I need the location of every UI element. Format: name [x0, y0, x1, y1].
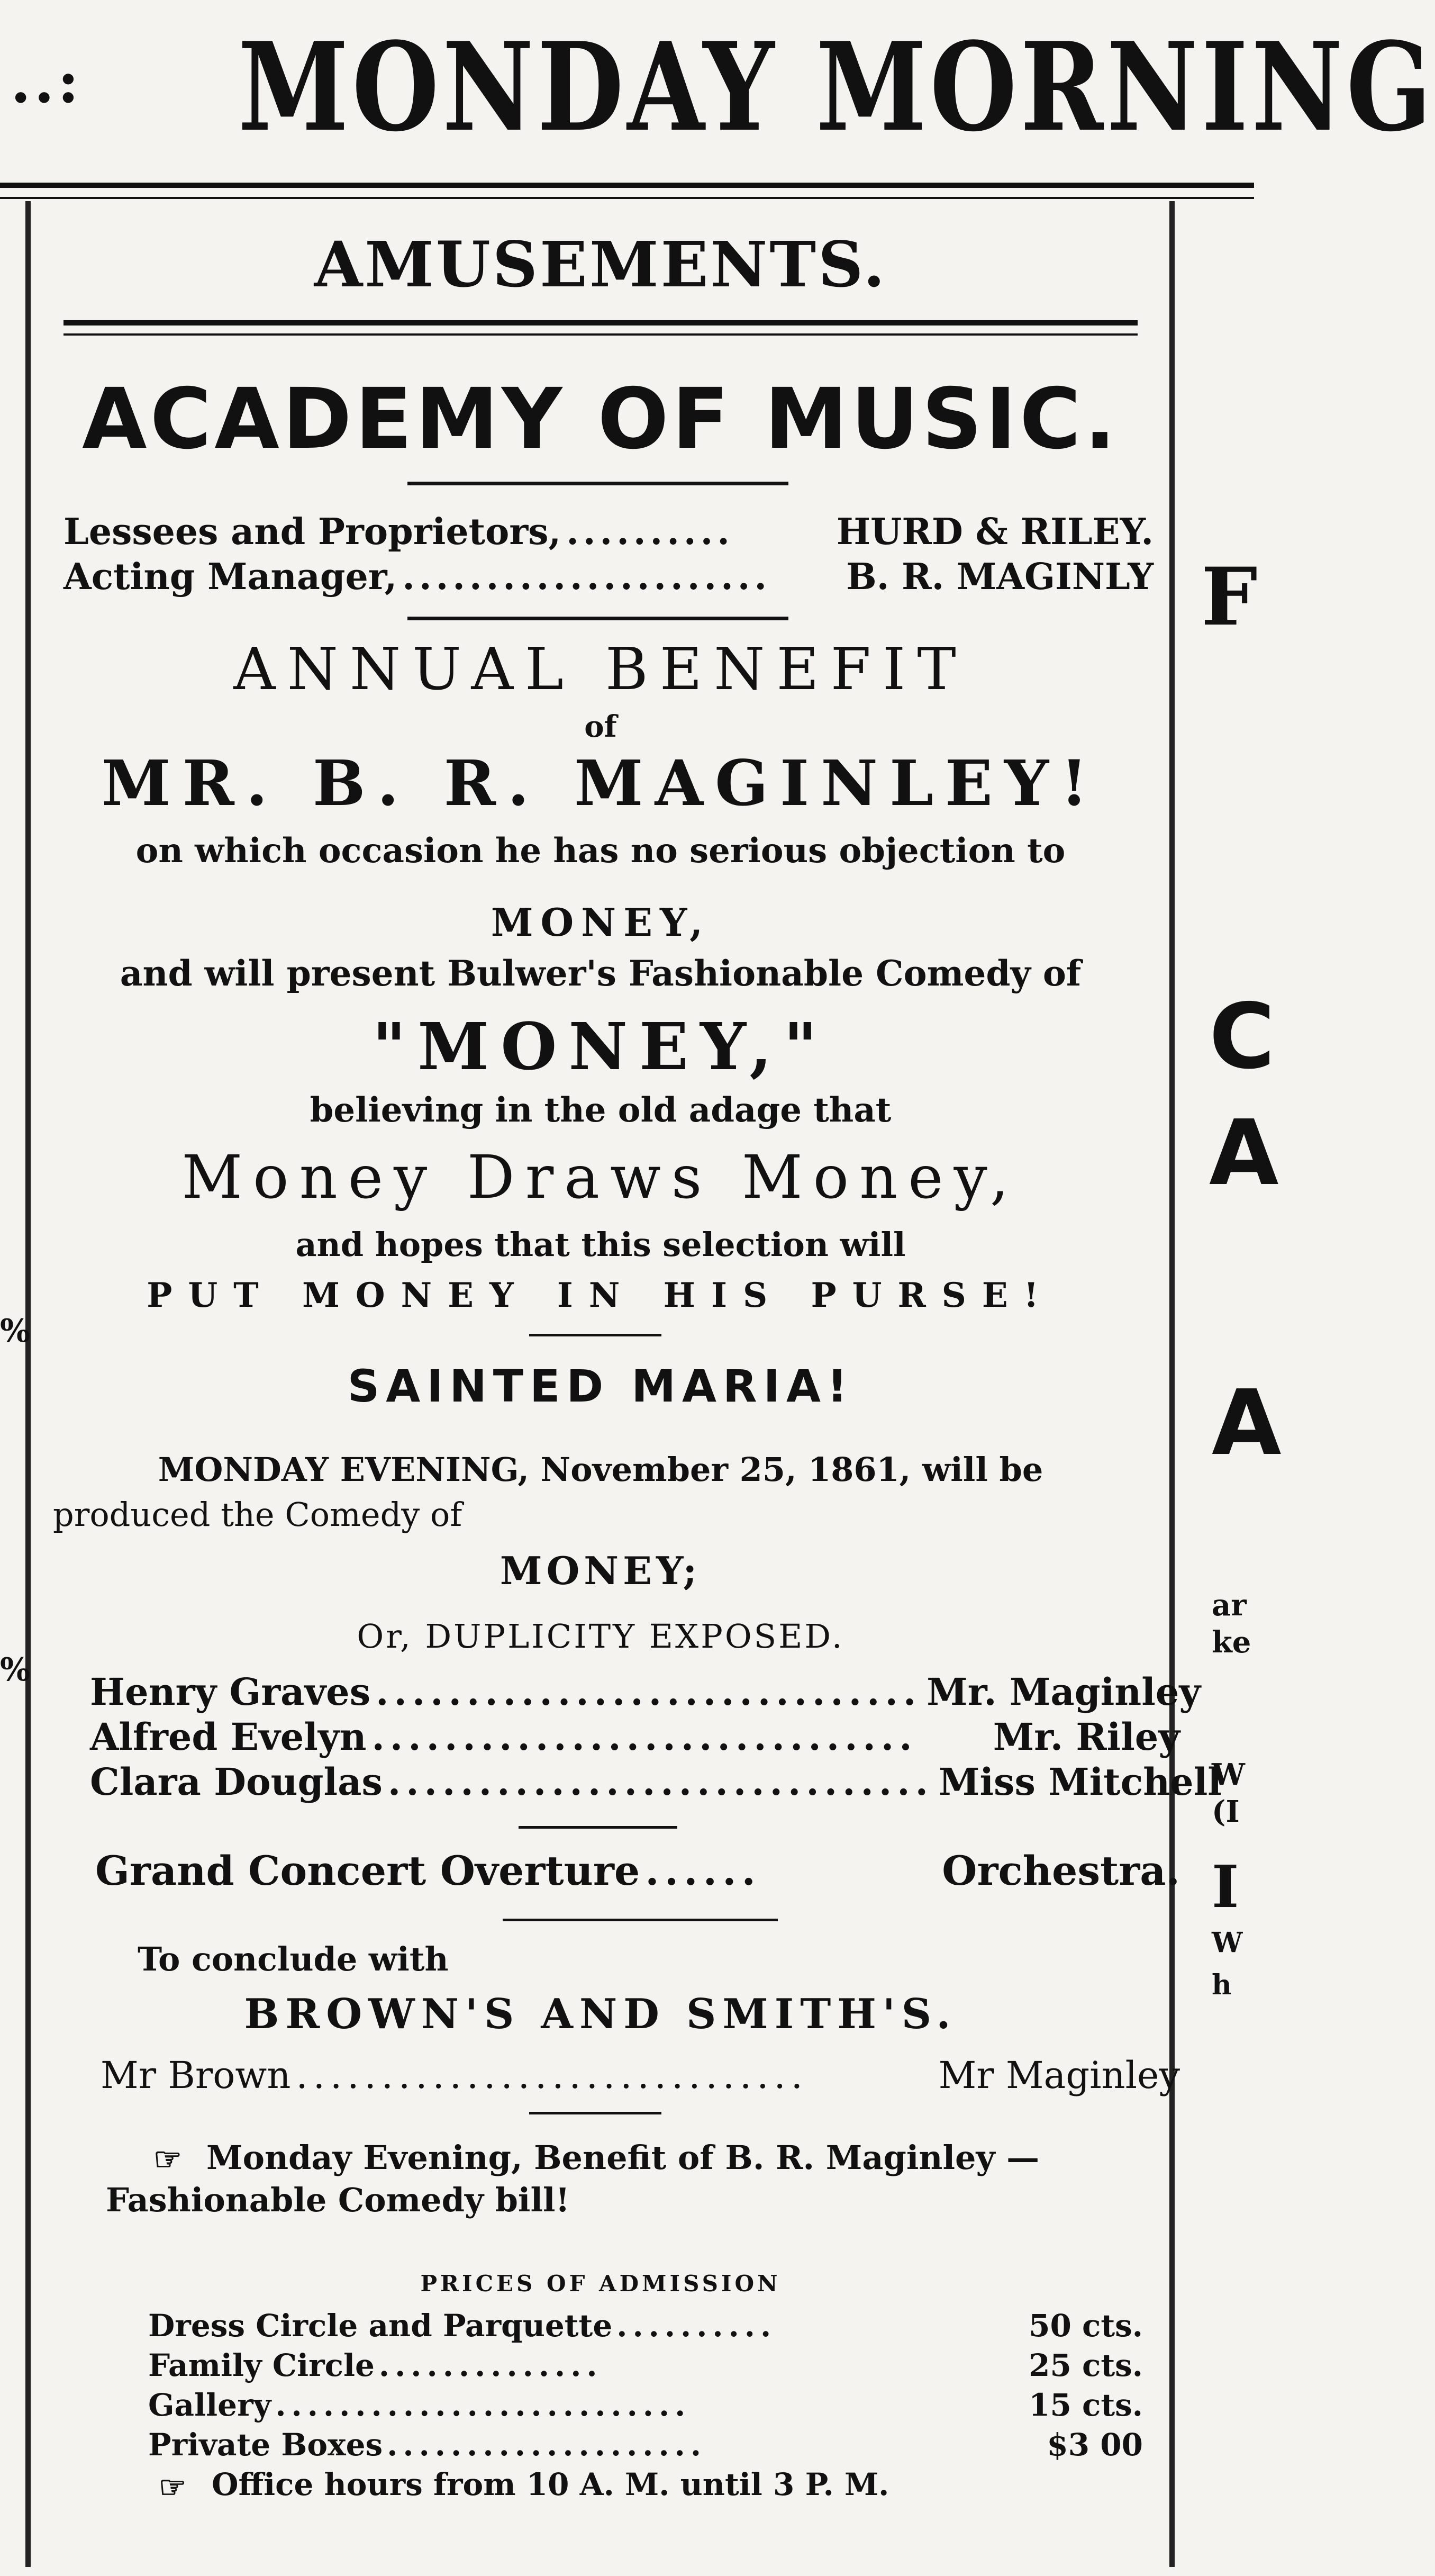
beneficiary-name: MR. B. R. MAGINLEY!	[102, 746, 1100, 820]
cast-row	[90, 1760, 1222, 1804]
leader-dots: ..............	[378, 2347, 603, 2383]
notice-hand-icon: ☞	[153, 2141, 182, 2178]
divider	[407, 482, 788, 485]
cast-row	[90, 1715, 1180, 1759]
leader-dots: ....................	[387, 2427, 707, 2463]
staff-role: Acting Manager,	[63, 556, 397, 598]
cast-actor: Mr Maginley	[938, 2054, 1180, 2097]
notice-line: Fashionable Comedy bill!	[106, 2181, 570, 2219]
right-edge-glyph: W	[1212, 1757, 1245, 1792]
right-edge-glyph: (I	[1212, 1794, 1240, 1829]
price-row	[148, 2427, 1143, 2463]
price-seat: Family Circle	[148, 2347, 375, 2383]
price-value: $3 00	[1047, 2427, 1143, 2463]
leader-dots: ..........	[566, 511, 734, 553]
money-caps: MONEY,	[491, 900, 711, 945]
staff-name: HURD & RILEY.	[836, 511, 1154, 553]
cast-actor: Miss Mitchell	[938, 1760, 1222, 1804]
section-title: AMUSEMENTS.	[314, 228, 887, 301]
price-value: 15 cts.	[1029, 2387, 1143, 2423]
right-edge-glyph: I	[1212, 1852, 1239, 1921]
conclude-line: To conclude with	[138, 1940, 449, 1978]
leader-dots: ..............................	[296, 2054, 808, 2097]
overture-label: Grand Concert Overture	[95, 1847, 640, 1894]
column-rule-left	[25, 201, 31, 2567]
column-rule-right	[1169, 201, 1175, 2567]
annual-benefit: ANNUAL BENEFIT	[233, 635, 968, 703]
leader-dots: ..........	[616, 2308, 777, 2344]
of-text: of	[584, 709, 617, 744]
cast-actor: Mr. Maginley	[927, 1670, 1201, 1714]
prices-title: PRICES OF ADMISSION	[420, 2271, 781, 2297]
office-hours: Office hours from 10 A. M. until 3 P. M.	[212, 2466, 889, 2502]
price-row	[148, 2308, 1143, 2344]
price-value: 25 cts.	[1029, 2347, 1143, 2383]
staff-name: B. R. MAGINLY	[846, 556, 1154, 598]
right-edge-glyph: ke	[1212, 1625, 1251, 1660]
office-hand-icon: ☞	[159, 2469, 186, 2505]
masthead-rule-thin	[0, 197, 1254, 199]
divider	[503, 1919, 778, 1921]
price-value: 50 cts.	[1029, 2308, 1143, 2344]
left-edge-glyph: %	[0, 1651, 31, 1688]
occasion-line: on which occasion he has no serious objection to	[135, 831, 1066, 871]
right-edge-glyph: A	[1209, 1101, 1279, 1206]
cast-row	[90, 1670, 1201, 1714]
leader-dots: ......................	[402, 556, 771, 598]
price-row	[148, 2387, 1143, 2423]
price-seat: Dress Circle and Parquette	[148, 2308, 613, 2344]
cast-character: Mr Brown	[101, 2054, 291, 2097]
money-quoted: "MONEY,"	[372, 1008, 829, 1084]
masthead-rule	[0, 183, 1254, 188]
masthead-title: MONDAY MORNING	[238, 16, 1435, 159]
right-edge-glyph: F	[1201, 550, 1258, 644]
cast-actor: Mr. Riley	[993, 1715, 1180, 1759]
evening-line-2: produced the Comedy of	[53, 1495, 462, 1534]
right-edge-glyph: ar	[1212, 1588, 1247, 1623]
present-line: and will present Bulwer's Fashionable Comedy of	[120, 953, 1082, 994]
hopes-line: and hopes that this selection will	[295, 1225, 906, 1264]
right-edge-glyph: W	[1212, 1927, 1243, 1959]
overture-row	[95, 1847, 1180, 1894]
right-edge-glyph: A	[1212, 1371, 1282, 1476]
section-rule	[63, 320, 1138, 326]
notice-line: Monday Evening, Benefit of B. R. Maginley —	[206, 2138, 1040, 2177]
masthead-fragment: ..:	[11, 48, 83, 116]
venue-title: ACADEMY OF MUSIC.	[82, 370, 1119, 468]
cast-character: Alfred Evelyn	[90, 1715, 367, 1759]
divider	[529, 2112, 661, 2114]
masthead	[0, 0, 1435, 180]
overture-performer: Orchestra.	[942, 1847, 1180, 1894]
cast-character: Henry Graves	[90, 1670, 371, 1714]
staff-row	[63, 511, 1154, 553]
leader-dots: ..............................	[371, 1715, 918, 1759]
money-draws-money: Money Draws Money,	[181, 1143, 1020, 1212]
leader-dots: ......	[645, 1847, 761, 1894]
staff-role: Lessees and Proprietors,	[63, 511, 561, 553]
staff-row	[63, 556, 1154, 598]
section-rule-thin	[63, 333, 1138, 336]
evening-line: MONDAY EVENING, November 25, 1861, will be	[158, 1450, 1043, 1489]
leader-dots: ..............................	[376, 1670, 922, 1714]
play-title: MONEY;	[499, 1548, 702, 1593]
purse-line: PUT MONEY IN HIS PURSE!	[147, 1276, 1055, 1315]
cast-character: Clara Douglas	[90, 1760, 383, 1804]
play-subtitle: Or, DUPLICITY EXPOSED.	[357, 1617, 844, 1656]
adage-line: believing in the old adage that	[310, 1090, 892, 1130]
divider	[407, 617, 788, 620]
divider	[519, 1826, 677, 1829]
sainted-maria: SAINTED MARIA!	[347, 1360, 854, 1412]
price-seat: Gallery	[148, 2387, 271, 2423]
price-seat: Private Boxes	[148, 2427, 383, 2463]
leader-dots: ..............................	[387, 1760, 933, 1804]
left-edge-glyph: %	[0, 1313, 31, 1350]
afterpiece-title: BROWN'S AND SMITH'S.	[244, 1990, 957, 2038]
leader-dots: ..........................	[275, 2387, 691, 2423]
right-edge-glyph: h	[1212, 1969, 1232, 2001]
price-row	[148, 2347, 1143, 2383]
afterpiece-cast-row	[101, 2054, 1180, 2097]
divider	[529, 1334, 661, 1336]
right-edge-glyph: C	[1209, 984, 1275, 1089]
